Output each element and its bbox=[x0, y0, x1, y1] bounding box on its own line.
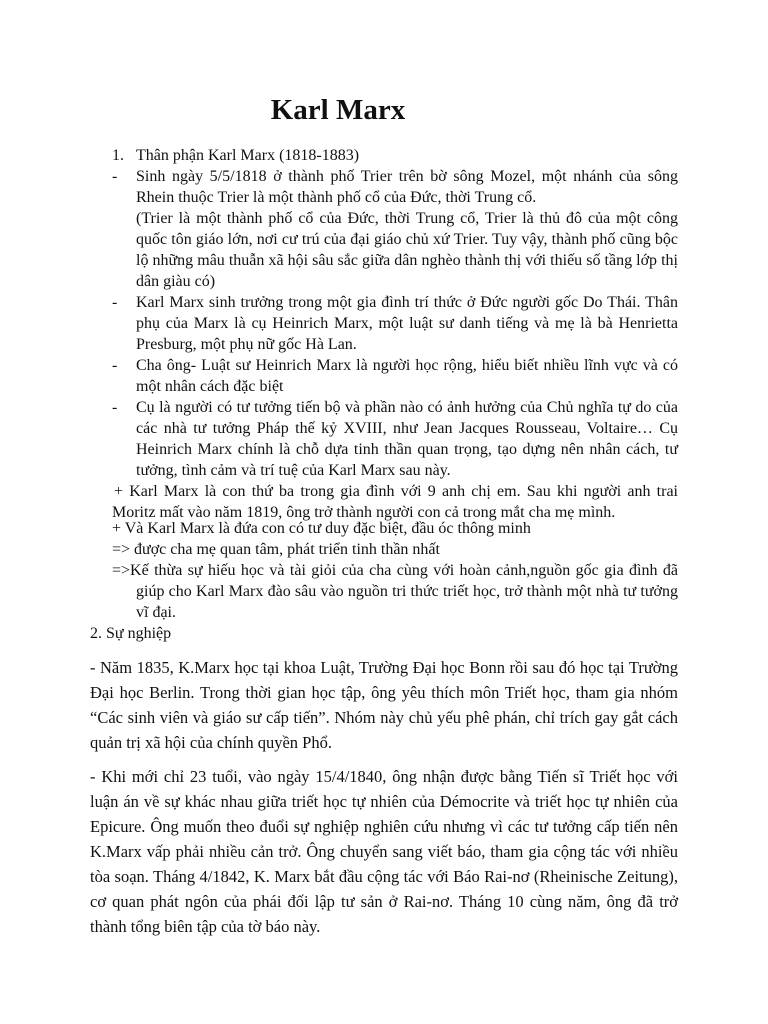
bullet-father: Cha ông- Luật sư Heinrich Marx là người học rộng, hiểu biết nhiều lĩnh vực và có một nhân cách đặc biệt bbox=[136, 357, 678, 395]
section1-number: 1. bbox=[112, 147, 124, 164]
document-title: Karl Marx bbox=[270, 94, 406, 126]
bullet-family: Karl Marx sinh trưởng trong một gia đình trí thức ở Đức người gốc Do Thái. Thân phụ của Marx là cụ Heinrich Marx, một luật sư danh tiếng và mẹ là bà Henrietta Presburg, một phụ nữ gốc Hà Lan. bbox=[136, 294, 678, 353]
bullet-marker: - bbox=[112, 168, 118, 185]
section1-heading: Thân phận Karl Marx (1818-1883) bbox=[136, 147, 360, 164]
trier-note: (Trier là một thành phố cổ của Đức, thời Trung cổ, Trier là thủ đô của một công quốc tôn giáo lớn, nơi cư trú của đại giáo chủ xứ Trier. Tuy vậy, thành phố cũng bộc lộ những mâu thuẫn xã hội sâu sắc giữa dân nghèo thành thị với thiếu số tầng lớp thị dân giàu có) bbox=[136, 210, 678, 290]
bullet-marker: - bbox=[112, 294, 118, 311]
conclusion-care: => được cha mẹ quan tâm, phát triển tinh thần nhất bbox=[112, 541, 440, 558]
bullet-birth: Sinh ngày 5/5/1818 ở thành phố Trier trên bờ sông Mozel, một nhánh của sông Rhein thuộc Trier là một thành phố cổ của Đức, thời Trung cổ. bbox=[136, 168, 678, 206]
career-paragraph-1: - Năm 1835, K.Marx học tại khoa Luật, Trường Đại học Bonn rồi sau đó học tại Trường Đại học Berlin. Trong thời gian học tập, ông yêu thích môn Triết học, tham gia nhóm “Các sinh viên và giáo sư cấp tiến”. Nhóm này chủ yếu phê phán, chỉ trích gay gắt cách quản trị xã hội của chính quyền Phổ. bbox=[90, 658, 678, 752]
section2-heading: 2. Sự nghiệp bbox=[90, 625, 172, 642]
bullet-marker: - bbox=[112, 399, 118, 416]
bullet-father-ideas: Cụ là người có tư tưởng tiến bộ và phần nào có ảnh hưởng của Chủ nghĩa tự do của các nhà tư tưởng Pháp thế kỷ XVIII, như Jean Jacques Rousseau, Voltaire… Cụ Heinrich Marx chính là chỗ dựa tinh thần quan trọng, tạo dựng nên nhân cách, tư tưởng, tình cảm và trí tuệ của Karl Marx sau này. bbox=[136, 399, 678, 479]
note-intelligence: + Và Karl Marx là đứa con có tư duy đặc biệt, đầu óc thông minh bbox=[112, 520, 531, 537]
career-paragraph-2: - Khi mới chỉ 23 tuổi, vào ngày 15/4/1840, ông nhận được bằng Tiến sĩ Triết học với luận án về sự khác nhau giữa triết học tự nhiên của Démocrite và triết học tự nhiên của Epicure. Ông muốn theo đuổi sự nghiệp nghiên cứu nhưng vì các tư tưởng cấp tiến nên K.Marx vấp phải nhiều cản trở. Ông chuyển sang viết báo, tham gia cộng tác với nhiều tòa soạn. Tháng 4/1842, K. Marx bắt đầu cộng tác với Báo Rai-nơ (Rheinische Zeitung), cơ quan phát ngôn của phái đối lập tư sản ở Rai-nơ. Tháng 10 cùng năm, ông đã trở thành tổng biên tập của tờ báo này. bbox=[90, 767, 678, 936]
note-siblings: + Karl Marx là con thứ ba trong gia đình với 9 anh chị em. Sau khi người anh trai Moritz mất vào năm 1819, ông trở thành người con cả trong mắt cha mẹ mình. bbox=[112, 483, 678, 521]
bullet-marker: - bbox=[112, 357, 118, 374]
conclusion-legacy: =>Kế thừa sự hiếu học và tài giỏi của cha cùng với hoàn cảnh,nguồn gốc gia đình đã giúp cho Karl Marx đào sâu vào nguồn tri thức triết học, trở thành một nhà tư tưởng vĩ đại. bbox=[112, 562, 678, 621]
